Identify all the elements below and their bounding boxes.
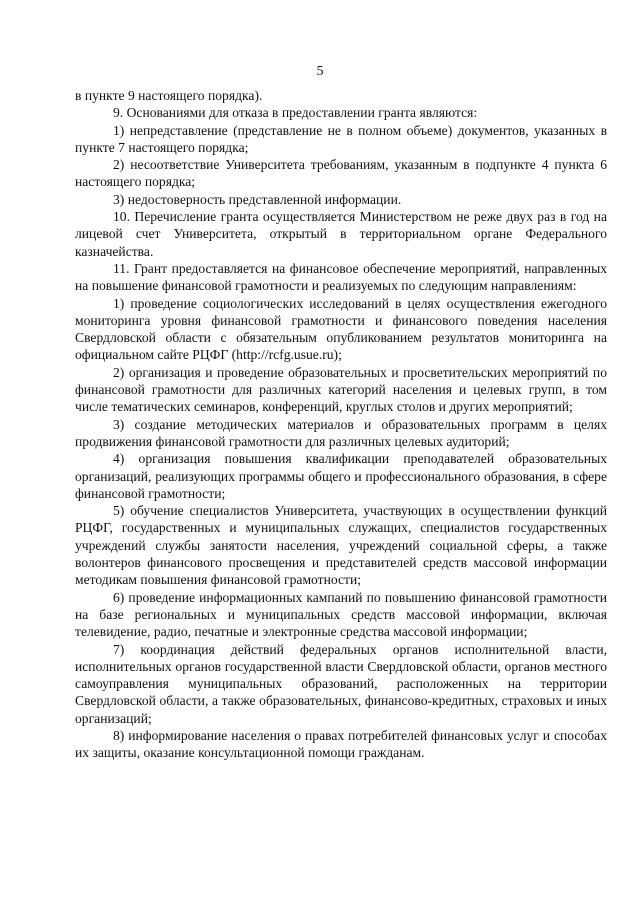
list-item: 3) создание методических материалов и образовательных программ в целях продвижения финансовой грамотности для различных целевых аудиторий; [75,416,607,449]
list-item: 6) проведение информационных кампаний по повышению финансовой грамотности на базе региональных и муниципальных средств массовой информации, включая телевидение, радио, печатные и электронные средства массовой информации; [75,589,607,640]
list-item: 1) проведение социологических исследований в целях осуществления ежегодного мониторинга уровня финансовой грамотности и финансового поведения населения Свердловской области с обязательным опубликованием результатов мониторинга на официальном сайте РЦФГ (http://rcfg.usue.ru); [75,295,607,363]
page-number: 5 [316,64,324,79]
list-item: 2) организация и проведение образовательных и просветительских мероприятий по финансовой грамотности для различных категорий населения и целевых групп, в том числе тематических семинаров, конференций, круглых столов и других мероприятий; [75,364,607,415]
list-item: 8) информирование населения о правах потребителей финансовых услуг и способах их защиты, оказание консультационной помощи гражданам. [75,727,607,761]
list-item: 2) несоответствие Университета требованиям, указанным в подпункте 4 пункта 6 настоящего порядка; [75,157,607,190]
paragraph: 11. Грант предоставляется на финансовое обеспечение мероприятий, направленных на повышение финансовой грамотности и реализуемых по следующим направлениям: [75,260,607,294]
list-item: 1) непредставление (представление не в полном объеме) документов, указанных в пункте 7 настоящего порядка; [75,122,607,155]
document-body [75,87,607,762]
paragraph: 10. Перечисление гранта осуществляется Министерством не реже двух раз в год на лицевой счет Университета, открытый в территориальном органе Федерального казначейства. [75,209,607,259]
list-item: 3) недостоверность представленной информации. [113,191,402,207]
paragraph: 9. Основаниями для отказа в предоставлении гранта являются: [113,105,478,121]
list-item: 7) координация действий федеральных органов исполнительной власти, исполнительных органов государственной власти Свердловской области, органов местного самоуправления муниципальных образований, расположенных на территории Свердловской области, а также образовательных, финансово-кредитных, страховых и иных организаций; [75,641,607,726]
list-item: 5) обучение специалистов Университета, участвующих в осуществлении функций РЦФГ, государственных и муниципальных служащих, специалистов государственных учреждений службы занятости населения, учреждений социальной сферы, а также волонтеров финансового просвещения и представителей средств массовой информации методикам повышения финансовой грамотности; [75,503,607,588]
paragraph: в пункте 9 настоящего порядка). [75,88,263,103]
list-item: 4) организация повышения квалификации преподавателей образовательных организаций, реализующих программы общего и профессионального образования, в сфере финансовой грамотности; [75,451,607,501]
